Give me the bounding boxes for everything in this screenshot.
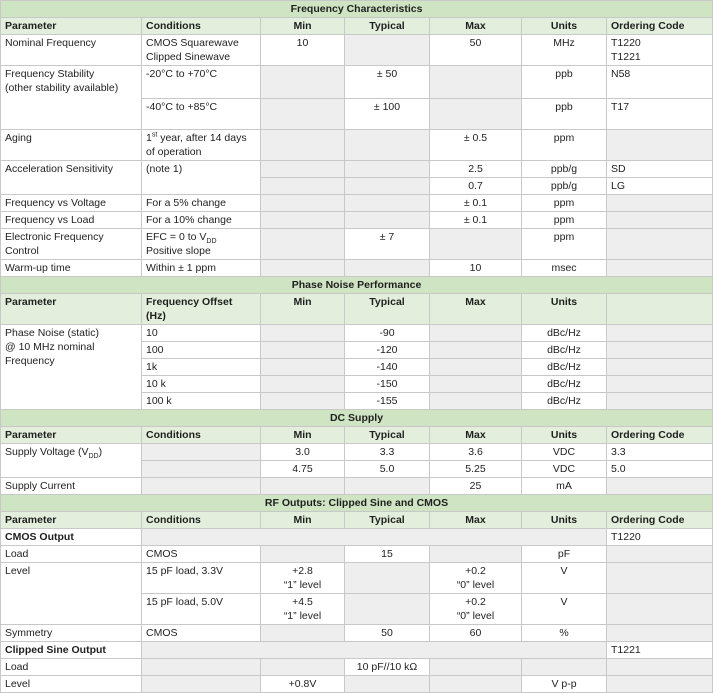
min-cell: 3.0 — [261, 444, 345, 461]
min-cell — [261, 342, 345, 359]
min-cell: +0.8V — [261, 676, 345, 693]
superscript: st — [151, 131, 158, 139]
ordering-code-cell — [607, 195, 713, 212]
max-cell: ± 0.5 — [430, 130, 522, 161]
max-cell: ± 0.1 — [430, 195, 522, 212]
empty-cell — [607, 393, 713, 410]
conditions-cell — [142, 478, 261, 495]
table-row — [1, 546, 713, 563]
table-row — [1, 66, 713, 99]
units-cell: ppb — [522, 99, 607, 130]
ordering-code-cell: T17 — [607, 99, 713, 130]
ordering-code-cell — [607, 260, 713, 277]
max-cell: ± 0.1 — [430, 212, 522, 229]
typical-cell: 50 — [345, 625, 430, 642]
typical-cell: -90 — [345, 325, 430, 342]
max-cell: 10 — [430, 260, 522, 277]
min-cell — [261, 66, 345, 99]
header-line: Frequency Offset — [146, 296, 233, 308]
min-cell — [261, 659, 345, 676]
ordering-code-cell: N58 — [607, 66, 713, 99]
typical-cell — [345, 35, 430, 66]
max-cell — [430, 229, 522, 260]
text-fragment: EFC = 0 to V — [146, 231, 207, 243]
ordering-code-cell: 3.3 — [607, 444, 713, 461]
units-cell: ppm — [522, 212, 607, 229]
typical-cell: 5.0 — [345, 461, 430, 478]
max-cell — [430, 359, 522, 376]
units-cell: VDC — [522, 461, 607, 478]
conditions-line: Clipped Sinewave — [146, 51, 231, 63]
min-cell — [261, 161, 345, 178]
typical-cell: ± 50 — [345, 66, 430, 99]
parameter-line: Control — [5, 245, 39, 257]
min-cell — [261, 260, 345, 277]
max-cell: 60 — [430, 625, 522, 642]
empty-cell — [607, 376, 713, 393]
header-conditions: Conditions — [142, 18, 261, 35]
ordering-code-cell — [607, 35, 713, 66]
table-row — [1, 212, 713, 229]
parameter-cell: Aging — [1, 130, 142, 161]
subscript: DD — [88, 453, 99, 461]
offset-cell: 10 — [142, 325, 261, 342]
header-parameter: Parameter — [1, 18, 142, 35]
text-fragment: Supply Voltage (V — [5, 446, 89, 458]
ordering-code-cell: 5.0 — [607, 461, 713, 478]
text-fragment: 1 — [146, 132, 152, 144]
min-cell — [261, 130, 345, 161]
ordering-code-cell — [607, 546, 713, 563]
conditions-line: of operation — [146, 146, 202, 158]
subsection-label: CMOS Output — [1, 529, 142, 546]
conditions-cell — [142, 676, 261, 693]
header-units: Units — [522, 427, 607, 444]
typical-cell: 15 — [345, 546, 430, 563]
parameter-cell: Frequency vs Load — [1, 212, 142, 229]
parameter-line: (other stability available) — [5, 82, 119, 94]
ordering-code-cell — [607, 594, 713, 625]
ordering-code-cell — [607, 625, 713, 642]
table-row — [1, 260, 713, 277]
parameter-cell: Nominal Frequency — [1, 35, 142, 66]
header-line: (Hz) — [146, 310, 166, 322]
conditions-cell: For a 5% change — [142, 195, 261, 212]
conditions-cell: CMOS — [142, 625, 261, 642]
ordering-code-cell — [607, 130, 713, 161]
parameter-line: Electronic Frequency — [5, 231, 104, 243]
typical-cell: ± 7 — [345, 229, 430, 260]
header-conditions: Conditions — [142, 512, 261, 529]
units-cell: dBc/Hz — [522, 359, 607, 376]
units-cell: % — [522, 625, 607, 642]
parameter-cell — [1, 229, 142, 260]
header-parameter: Parameter — [1, 512, 142, 529]
conditions-line — [146, 131, 256, 145]
value-line: “0” level — [456, 579, 495, 591]
typical-cell — [345, 260, 430, 277]
min-cell: 4.75 — [261, 461, 345, 478]
ordering-code-cell — [607, 676, 713, 693]
code-line: T1220 — [611, 37, 641, 49]
empty-cell — [607, 325, 713, 342]
table-row — [1, 625, 713, 642]
conditions-line — [146, 230, 256, 244]
section-frequency-characteristics — [1, 1, 713, 18]
table-row — [1, 478, 713, 495]
header-parameter: Parameter — [1, 294, 142, 325]
max-cell: 0.7 — [430, 178, 522, 195]
header-conditions: Conditions — [142, 427, 261, 444]
max-cell: 5.25 — [430, 461, 522, 478]
table-row — [1, 35, 713, 66]
max-cell: 25 — [430, 478, 522, 495]
units-cell: ppm — [522, 195, 607, 212]
header-min: Min — [261, 427, 345, 444]
min-cell — [261, 546, 345, 563]
value-line: +4.5 — [292, 596, 313, 608]
code-line: T1221 — [611, 51, 641, 63]
typical-cell: -150 — [345, 376, 430, 393]
max-cell: 3.6 — [430, 444, 522, 461]
parameter-cell: Acceleration Sensitivity — [1, 161, 142, 195]
ordering-code-cell — [607, 212, 713, 229]
max-cell — [430, 676, 522, 693]
typical-cell — [345, 212, 430, 229]
units-cell: ppm — [522, 130, 607, 161]
empty-cell — [607, 359, 713, 376]
ordering-code-cell: T1220 — [607, 529, 713, 546]
header-max: Max — [430, 18, 522, 35]
min-cell — [261, 478, 345, 495]
conditions-cell: CMOS — [142, 546, 261, 563]
max-cell — [430, 546, 522, 563]
min-cell — [261, 393, 345, 410]
parameter-cell: Load — [1, 546, 142, 563]
header-row — [1, 427, 713, 444]
parameter-cell: Symmetry — [1, 625, 142, 642]
max-cell — [430, 659, 522, 676]
min-cell — [261, 563, 345, 594]
min-cell — [261, 229, 345, 260]
value-line: +0.2 — [465, 565, 486, 577]
header-row — [1, 294, 713, 325]
empty-cell — [142, 529, 607, 546]
offset-cell: 1k — [142, 359, 261, 376]
max-cell — [430, 563, 522, 594]
conditions-cell — [142, 444, 261, 461]
units-cell: V p-p — [522, 676, 607, 693]
section-dc-supply — [1, 410, 713, 427]
section-title: Phase Noise Performance — [1, 277, 713, 294]
header-empty — [607, 294, 713, 325]
ordering-code-cell — [607, 229, 713, 260]
table-row — [1, 161, 713, 178]
typical-cell: -140 — [345, 359, 430, 376]
typical-cell: -120 — [345, 342, 430, 359]
ordering-code-cell — [607, 659, 713, 676]
table-row — [1, 642, 713, 659]
parameter-cell: Supply Current — [1, 478, 142, 495]
conditions-line: CMOS Squarewave — [146, 37, 239, 49]
offset-cell: 10 k — [142, 376, 261, 393]
typical-cell — [345, 161, 430, 178]
max-cell — [430, 99, 522, 130]
units-cell: ppm — [522, 229, 607, 260]
units-cell: ppb/g — [522, 161, 607, 178]
units-cell: pF — [522, 546, 607, 563]
empty-cell — [607, 342, 713, 359]
min-cell — [261, 99, 345, 130]
section-phase-noise — [1, 277, 713, 294]
typical-cell — [345, 478, 430, 495]
conditions-cell: -40°C to +85°C — [142, 99, 261, 130]
header-typical: Typical — [345, 427, 430, 444]
offset-cell: 100 k — [142, 393, 261, 410]
typical-cell: ± 100 — [345, 99, 430, 130]
min-cell — [261, 625, 345, 642]
units-cell: MHz — [522, 35, 607, 66]
parameter-cell — [1, 325, 142, 410]
header-ordering-code: Ordering Code — [607, 427, 713, 444]
value-line: +0.2 — [465, 596, 486, 608]
units-cell: ppb/g — [522, 178, 607, 195]
parameter-line: Frequency — [5, 355, 55, 367]
parameter-line: Phase Noise (static) — [5, 327, 99, 339]
header-row — [1, 512, 713, 529]
header-ordering-code: Ordering Code — [607, 18, 713, 35]
value-line: “1” level — [283, 610, 322, 622]
parameter-cell — [1, 66, 142, 130]
min-cell — [261, 359, 345, 376]
conditions-cell — [142, 130, 261, 161]
value-line: “1” level — [283, 579, 322, 591]
ordering-code-cell: LG — [607, 178, 713, 195]
typical-cell — [345, 130, 430, 161]
conditions-cell: (note 1) — [142, 161, 261, 195]
header-min: Min — [261, 18, 345, 35]
min-cell: 10 — [261, 35, 345, 66]
max-cell — [430, 393, 522, 410]
units-cell: mA — [522, 478, 607, 495]
header-min: Min — [261, 512, 345, 529]
table-row — [1, 659, 713, 676]
header-min: Min — [261, 294, 345, 325]
header-typical: Typical — [345, 512, 430, 529]
header-units: Units — [522, 512, 607, 529]
units-cell — [522, 659, 607, 676]
max-cell — [430, 325, 522, 342]
min-cell — [261, 212, 345, 229]
header-typical: Typical — [345, 294, 430, 325]
units-cell: ppb — [522, 66, 607, 99]
typical-cell — [345, 676, 430, 693]
section-title: Frequency Characteristics — [1, 1, 713, 18]
typical-cell — [345, 178, 430, 195]
conditions-cell — [142, 659, 261, 676]
subsection-label: Clipped Sine Output — [1, 642, 142, 659]
conditions-cell: Within ± 1 ppm — [142, 260, 261, 277]
min-cell — [261, 195, 345, 212]
typical-cell: 3.3 — [345, 444, 430, 461]
typical-cell: 10 pF//10 kΩ — [345, 659, 430, 676]
table-row — [1, 676, 713, 693]
typical-cell — [345, 563, 430, 594]
value-line: +2.8 — [292, 565, 313, 577]
text-fragment: year, after 14 days — [157, 132, 247, 144]
conditions-cell: For a 10% change — [142, 212, 261, 229]
min-cell — [261, 376, 345, 393]
units-cell: msec — [522, 260, 607, 277]
min-cell — [261, 594, 345, 625]
section-title: RF Outputs: Clipped Sine and CMOS — [1, 495, 713, 512]
ordering-code-cell: SD — [607, 161, 713, 178]
header-row — [1, 18, 713, 35]
header-units: Units — [522, 294, 607, 325]
header-units: Units — [522, 18, 607, 35]
conditions-line: Positive slope — [146, 245, 211, 257]
table-row — [1, 529, 713, 546]
parameter-cell — [1, 444, 142, 478]
parameter-cell: Load — [1, 659, 142, 676]
conditions-cell — [142, 229, 261, 260]
conditions-cell — [142, 35, 261, 66]
empty-cell — [142, 642, 607, 659]
min-cell — [261, 178, 345, 195]
units-cell: V — [522, 594, 607, 625]
ordering-code-cell — [607, 563, 713, 594]
value-line: “0” level — [456, 610, 495, 622]
typical-cell — [345, 594, 430, 625]
max-cell — [430, 342, 522, 359]
header-ordering-code: Ordering Code — [607, 512, 713, 529]
max-cell: 2.5 — [430, 161, 522, 178]
max-cell — [430, 376, 522, 393]
parameter-line: Frequency Stability — [5, 68, 95, 80]
table-row — [1, 444, 713, 461]
units-cell: dBc/Hz — [522, 393, 607, 410]
conditions-cell: 15 pF load, 5.0V — [142, 594, 261, 625]
parameter-cell: Level — [1, 563, 142, 625]
units-cell: V — [522, 563, 607, 594]
parameter-cell: Warm-up time — [1, 260, 142, 277]
max-cell — [430, 66, 522, 99]
text-fragment: ) — [98, 446, 103, 458]
header-frequency-offset — [142, 294, 261, 325]
max-cell: 50 — [430, 35, 522, 66]
header-parameter: Parameter — [1, 427, 142, 444]
units-cell: dBc/Hz — [522, 342, 607, 359]
parameter-line: @ 10 MHz nominal — [5, 341, 95, 353]
conditions-cell: 15 pF load, 3.3V — [142, 563, 261, 594]
section-rf-outputs — [1, 495, 713, 512]
typical-cell — [345, 195, 430, 212]
header-max: Max — [430, 427, 522, 444]
section-title: DC Supply — [1, 410, 713, 427]
table-row — [1, 229, 713, 260]
ordering-code-cell — [607, 478, 713, 495]
units-cell: dBc/Hz — [522, 325, 607, 342]
offset-cell: 100 — [142, 342, 261, 359]
header-max: Max — [430, 294, 522, 325]
subscript: DD — [206, 238, 217, 246]
header-typical: Typical — [345, 18, 430, 35]
max-cell — [430, 594, 522, 625]
table-row — [1, 130, 713, 161]
header-max: Max — [430, 512, 522, 529]
min-cell — [261, 325, 345, 342]
typical-cell: -155 — [345, 393, 430, 410]
ordering-code-cell: T1221 — [607, 642, 713, 659]
conditions-cell: -20°C to +70°C — [142, 66, 261, 99]
table-row — [1, 325, 713, 342]
parameter-cell: Frequency vs Voltage — [1, 195, 142, 212]
table-row — [1, 195, 713, 212]
table-row — [1, 563, 713, 594]
units-cell: dBc/Hz — [522, 376, 607, 393]
conditions-cell — [142, 461, 261, 478]
units-cell: VDC — [522, 444, 607, 461]
parameter-cell: Level — [1, 676, 142, 693]
